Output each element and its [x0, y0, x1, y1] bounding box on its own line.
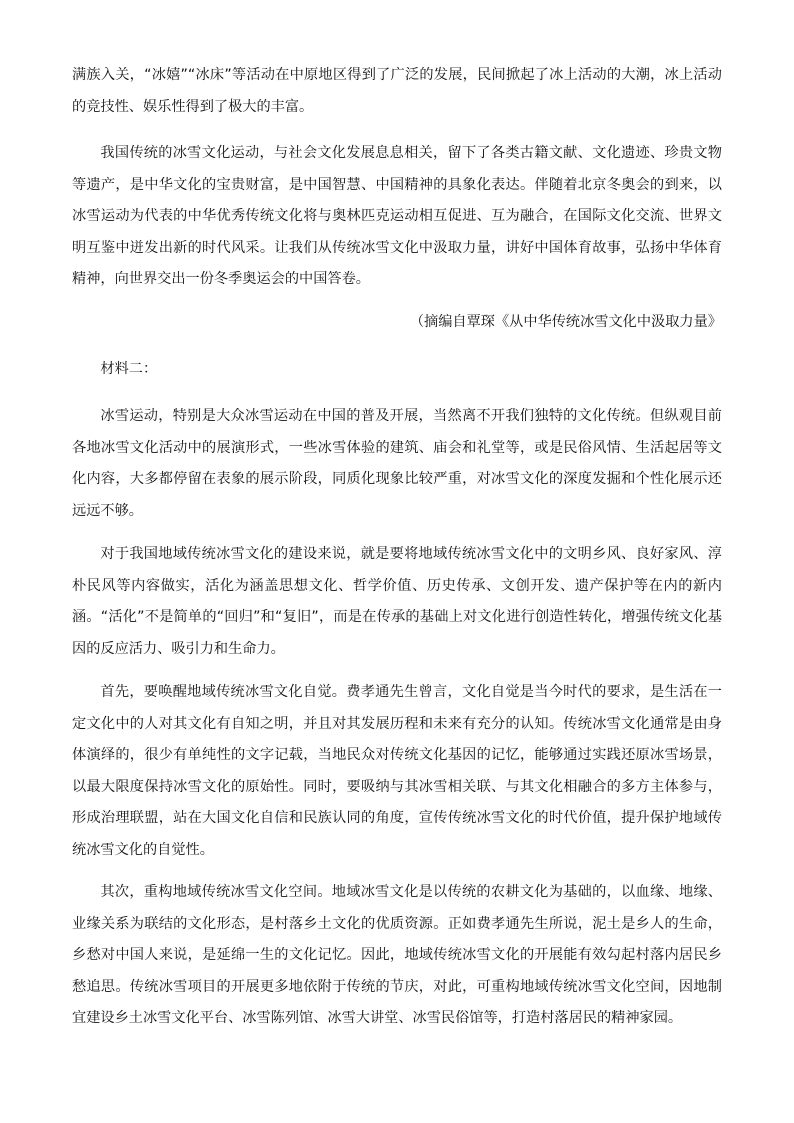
paragraph-cultural-heritage: 我国传统的冰雪文化运动，与社会文化发展息息相关，留下了各类古籍文献、文化遗迹、珍贵文物等遗产，是中华文化的宝贵财富，是中国智慧、中国精神的具象化表达。伴随着北京冬奥会的到来，以冰雪运动为代表的中华优秀传统文化将与奥林匹克运动相互促进、互为融合，在国际文化交流、世界文明互鉴中迸发出新的时代风采。让我们从传统冰雪文化中汲取力量，讲好中国体育故事，弘扬中华体育精神，向世界交出一份冬季奥运会的中国答卷。 — [72, 145, 722, 287]
paragraph-popularization: 冰雪运动，特别是大众冰雪运动在中国的普及开展，当然离不开我们独特的文化传统。但纵观目前各地冰雪文化活动中的展演形式，一些冰雪体验的建筑、庙会和礼堂等，或是民俗风情、生活起居等文化内容，大多都停留在表象的展示阶段，同质化现象比较严重，对冰雪文化的深度发掘和个性化展示还远远不够。 — [72, 408, 722, 519]
section-heading-material-two: 材料二： — [100, 361, 158, 377]
paragraph-cultural-awareness: 首先，要唤醒地域传统冰雪文化自觉。费孝通先生曾言，文化自觉是当今时代的要求，是生活在一定文化中的人对其文化有自知之明，并且对其发展历程和未来有充分的认知。传统冰雪文化通常是由身体演绎的，很少有单纯性的文字记载，当地民众对传统文化基因的记忆，能够通过实践还原冰雪场景，以最大限度保持冰雪文化的原始性。同时，要吸纳与其冰雪相关联、与其文化相融合的多方主体参与，形成治理联盟，站在大国文化自信和民族认同的角度，宣传传统冰雪文化的时代价值，提升保护地域传统冰雪文化的自觉性。 — [72, 684, 722, 858]
paragraph-continuation: 满族入关，“冰嬉”“冰床”等活动在中原地区得到了广泛的发展，民间掀起了冰上活动的大潮，冰上活动的竞技性、娱乐性得到了极大的丰富。 — [72, 67, 722, 115]
paragraph-revitalization: 对于我国地域传统冰雪文化的建设来说，就是要将地域传统冰雪文化中的文明乡风、良好家风、淳朴民风等内容做实，活化为涵盖思想文化、哲学价值、历史传承、文创开发、遗产保护等在内的新内涵。“活化”不是简单的“回归”和“复旧”，而是在传承的基础上对文化进行创造性转化，增强传统文化基因的反应活力、吸引力和生命力。 — [72, 546, 722, 657]
paragraph-cultural-space: 其次，重构地域传统冰雪文化空间。地域冰雪文化是以传统的农耕文化为基础的，以血缘、地缘、业缘关系为联结的文化形态，是村落乡土文化的优质资源。正如费孝通先生所说，泥土是乡人的生命，乡愁对中国人来说，是延绵一生的文化记忆。因此，地域传统冰雪文化的开展能有效勾起村落内居民乡愁追思。传统冰雪项目的开展更多地依附于传统的节庆，对此，可重构地域传统冰雪文化空间，因地制宜建设乡土冰雪文化平台、冰雪陈列馆、冰雪大讲堂、冰雪民俗馆等，打造村落居民的精神家园。 — [72, 884, 722, 1026]
source-citation: （摘编自覃琛《从中华传统冰雪文化中汲取力量》 — [409, 314, 722, 330]
